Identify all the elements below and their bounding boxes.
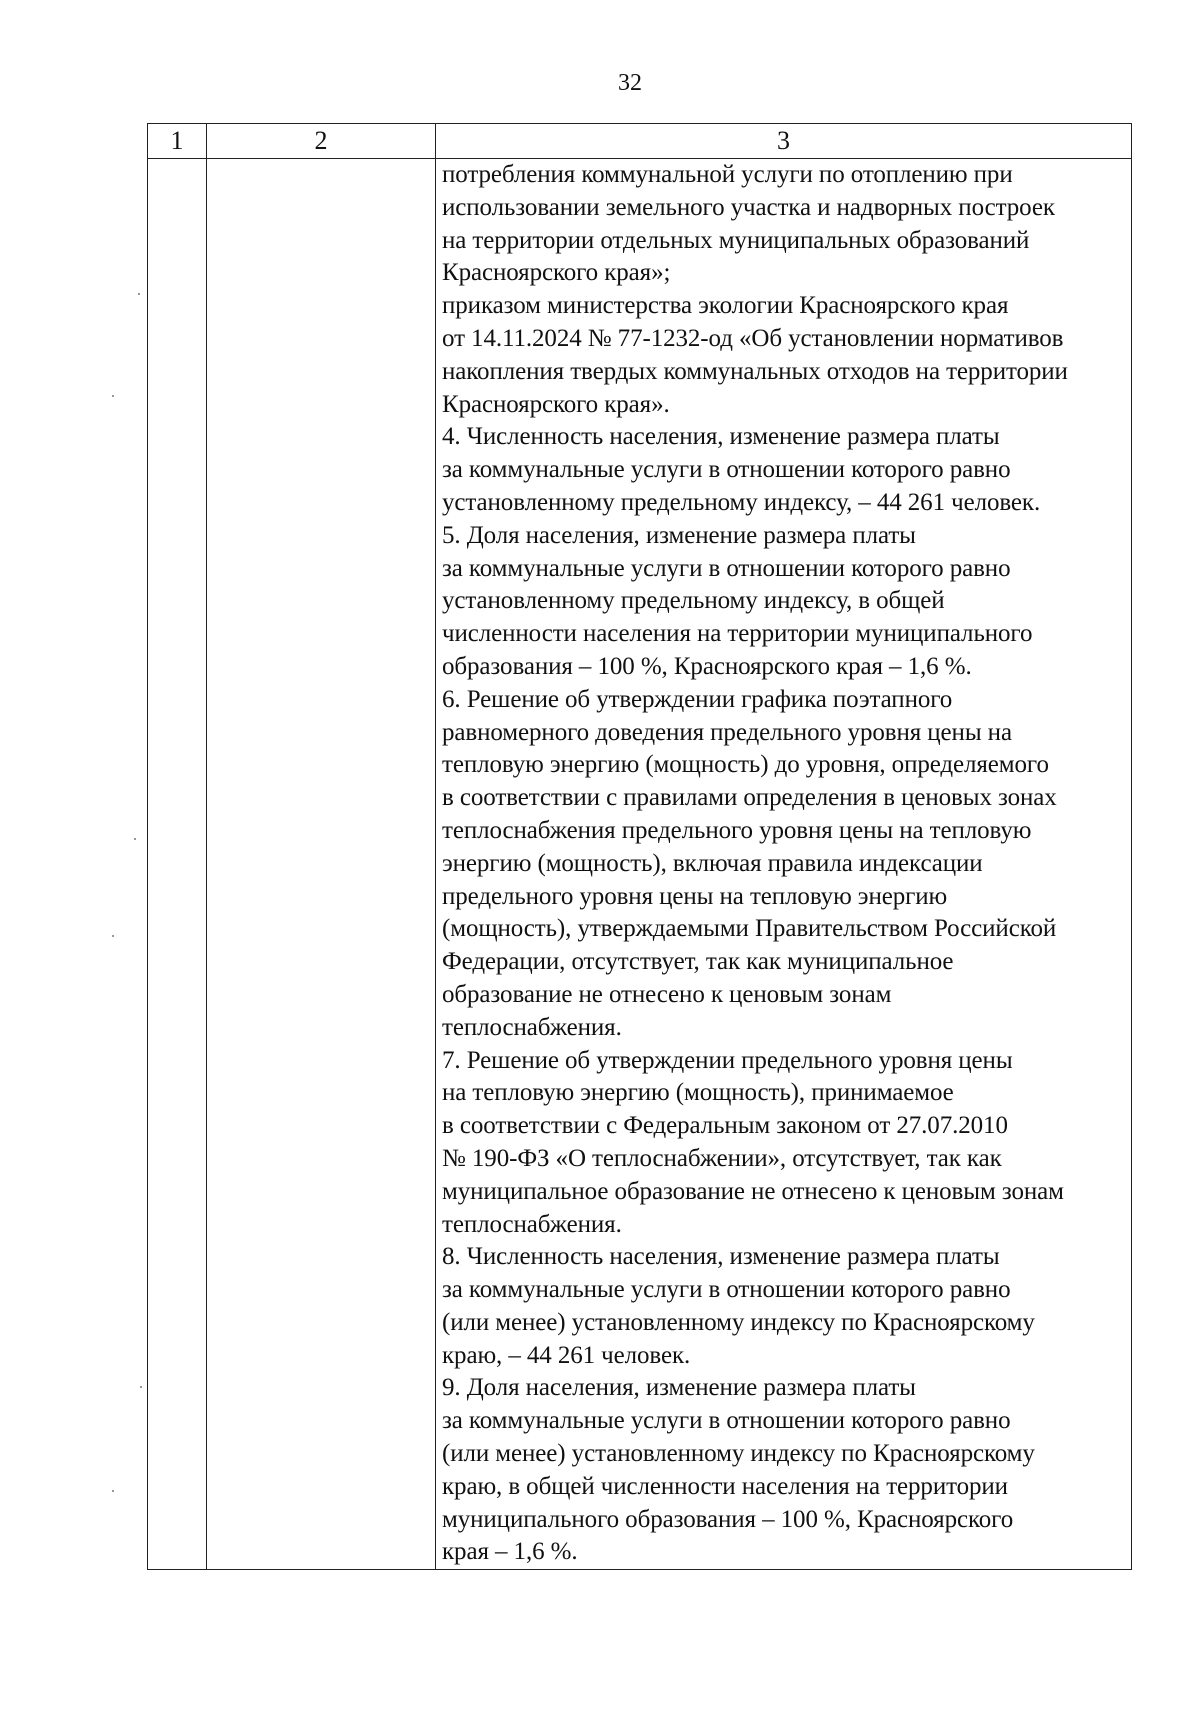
scan-dot	[138, 293, 140, 295]
text-line: равномерного доведения предельного уровня цены на	[442, 718, 1012, 746]
text-line: 9. Доля населения, изменение размера платы	[442, 1374, 916, 1402]
table-row	[148, 159, 1132, 1570]
document-table	[147, 123, 1132, 1570]
text-line: на территории отдельных муниципальных образований	[442, 226, 1030, 254]
scan-dot	[112, 1490, 114, 1492]
text-line: на тепловую энергию (мощность), принимаемое	[442, 1079, 954, 1107]
text-line: использовании земельного участка и надворных построек	[442, 193, 1055, 221]
scan-dot	[140, 1386, 142, 1388]
text-line: 8. Численность населения, изменение размера платы	[442, 1243, 1000, 1271]
header-col-3: 3	[436, 124, 1132, 159]
text-line: от 14.11.2024 № 77-1232-од «Об установлении нормативов	[442, 324, 1064, 352]
text-line: № 190-ФЗ «О теплоснабжении», отсутствует, так как	[442, 1144, 1002, 1172]
text-line: края – 1,6 %.	[442, 1538, 578, 1566]
text-line: теплоснабжения.	[442, 1210, 622, 1238]
scan-dot	[112, 395, 114, 397]
text-line: за коммунальные услуги в отношении которого равно	[442, 1407, 1011, 1435]
page-number: 32	[618, 70, 642, 96]
text-line: Красноярского края»;	[442, 259, 671, 287]
text-line: потребления коммунальной услуги по отоплению при	[442, 161, 1013, 188]
text-line: краю, в общей численности населения на территории	[442, 1472, 1008, 1500]
text-line: 4. Численность населения, изменение размера платы	[442, 423, 1000, 451]
text-line: энергию (мощность), включая правила индексации	[442, 849, 983, 877]
text-line: установленному предельному индексу, – 44 261 человек.	[442, 488, 1041, 516]
cell-col-3	[436, 159, 1132, 1570]
text-line: в соответствии с Федеральным законом от 27.07.2010	[442, 1112, 1008, 1140]
text-line: 7. Решение об утверждении предельного уровня цены	[442, 1046, 1013, 1074]
table-header-row	[148, 124, 1132, 159]
text-line: образования – 100 %, Красноярского края – 1,6 %.	[442, 652, 972, 680]
scan-dot	[112, 935, 114, 937]
text-line: в соответствии с правилами определения в ценовых зонах	[442, 784, 1057, 812]
text-line: тепловую энергию (мощность) до уровня, определяемого	[442, 751, 1049, 779]
text-line: муниципального образования – 100 %, Красноярского	[442, 1505, 1014, 1533]
text-line: численности населения на территории муниципального	[442, 620, 1033, 648]
cell-col-2	[207, 159, 436, 1570]
header-col-2: 2	[207, 124, 436, 159]
text-line: Федерации, отсутствует, так как муниципальное	[442, 948, 954, 976]
text-line: 5. Доля населения, изменение размера платы	[442, 521, 916, 549]
text-line: (или менее) установленному индексу по Красноярскому	[442, 1440, 1035, 1468]
text-line: теплоснабжения.	[442, 1013, 622, 1041]
content-text	[442, 159, 1127, 1569]
cell-col-1	[148, 159, 207, 1570]
text-line: приказом министерства экологии Красноярского края	[442, 292, 1009, 320]
scan-dot	[134, 838, 136, 840]
text-line: накопления твердых коммунальных отходов на территории	[442, 357, 1068, 385]
header-col-1: 1	[148, 124, 207, 159]
text-line: краю, – 44 261 человек.	[442, 1341, 691, 1369]
text-line: предельного уровня цены на тепловую энергию	[442, 882, 948, 910]
text-line: за коммунальные услуги в отношении которого равно	[442, 456, 1011, 484]
text-line: за коммунальные услуги в отношении которого равно	[442, 554, 1011, 582]
text-line: установленному предельному индексу, в общей	[442, 587, 945, 615]
text-line: Красноярского края».	[442, 390, 670, 418]
text-line: образование не отнесено к ценовым зонам	[442, 980, 892, 1008]
text-line: 6. Решение об утверждении графика поэтапного	[442, 685, 953, 713]
text-line: теплоснабжения предельного уровня цены на тепловую	[442, 816, 1032, 844]
text-line: (мощность), утверждаемыми Правительством Российской	[442, 915, 1057, 943]
text-line: (или менее) установленному индексу по Красноярскому	[442, 1308, 1035, 1336]
text-line: за коммунальные услуги в отношении которого равно	[442, 1276, 1011, 1304]
text-line: муниципальное образование не отнесено к ценовым зонам	[442, 1177, 1064, 1205]
